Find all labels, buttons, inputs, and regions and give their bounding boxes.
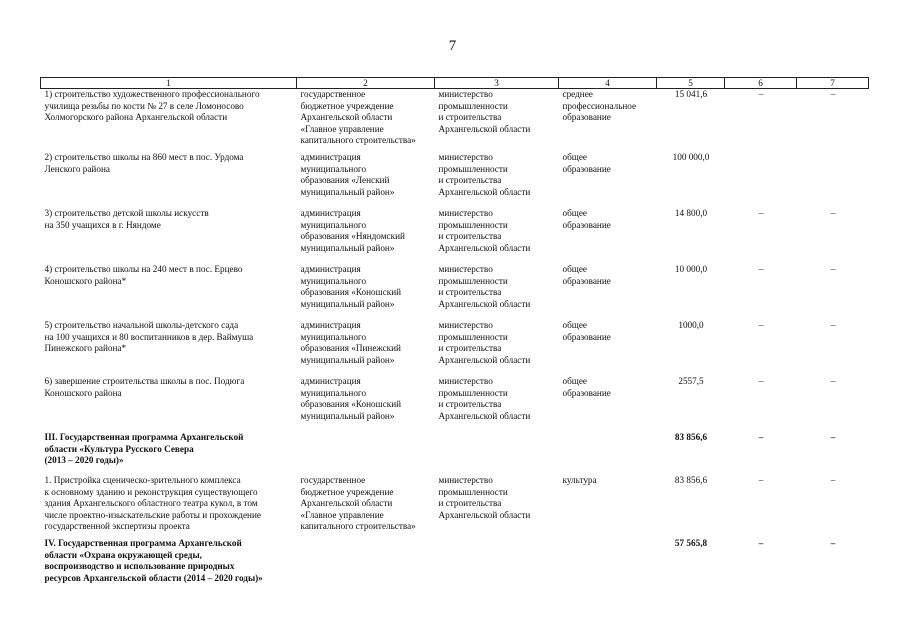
column-7-cell: – — [830, 432, 836, 442]
ministry-cell: министерство промышленности и строительства Архангельской области — [438, 89, 531, 134]
customer-cell: администрация муниципального образования «Пинежский муниципальный район» — [300, 320, 401, 365]
column-7-cell: – — [830, 538, 836, 548]
sector-cell: среднее профессиональное образование — [562, 89, 637, 123]
column-6-cell: – — [758, 264, 764, 274]
amount-cell: 2557,5 — [678, 376, 704, 386]
amount-cell: 100 000,0 — [672, 152, 710, 162]
column-header-3: 3 — [435, 78, 559, 89]
column-header-6: 6 — [725, 78, 797, 89]
amount-cell: 10 000,0 — [674, 264, 708, 274]
ministry-cell: министерство промышленности и строительства Архангельской области — [438, 208, 531, 253]
table-row — [41, 152, 869, 208]
column-7-cell: – — [830, 89, 836, 99]
column-7-cell: – — [830, 320, 836, 330]
empty-cell — [435, 432, 559, 475]
program-amount: 83 856,6 — [674, 432, 708, 442]
project-name-cell: 5) строительство начальной школы-детского сада на 100 учащихся и 80 воспитанников в дер. Ваймуша Пинежского района* — [44, 320, 254, 354]
table-row — [41, 320, 869, 376]
ministry-cell: министерство промышленности и строительства Архангельской области — [438, 320, 531, 365]
customer-cell: государственное бюджетное учреждение Архангельской области «Главное управление капитального строительства» — [300, 89, 416, 146]
column-header-1: 1 — [41, 78, 297, 89]
ministry-cell: министерство промышленности и строительства Архангельской области — [438, 376, 531, 421]
column-header-5: 5 — [657, 78, 725, 89]
project-name-cell: 6) завершение строительства школы в пос. Подюга Коношского района — [44, 376, 245, 398]
empty-cell — [559, 538, 657, 588]
column-6-cell: – — [758, 376, 764, 386]
ministry-cell: министерство промышленности и строительства Архангельской области — [438, 475, 531, 520]
column-7-cell: – — [830, 475, 836, 485]
project-name-cell: 1) строительство художественного профессионального училища резьбы по кости № 27 в селе Ломоносово Холмогорского района Архангельской области — [44, 89, 260, 123]
project-name-cell: 1. Пристройка сценическо-зрительного комплекса к основному зданию и реконструкция существующего здания Архангельского областного театра кукол, в том числе проектно-изыскательские работы и прохождение государственной экспертизы проекта — [44, 475, 261, 532]
amount-cell: 83 856,6 — [674, 475, 708, 485]
column-7-cell — [797, 152, 869, 208]
column-6-cell: – — [758, 475, 764, 485]
investment-table — [40, 77, 869, 588]
column-header-4: 4 — [559, 78, 657, 89]
column-6-cell: – — [758, 89, 764, 99]
table-row — [41, 376, 869, 432]
project-name-cell: 2) строительство школы на 860 мест в пос. Урдома Ленского района — [44, 152, 244, 174]
customer-cell: администрация муниципального образования «Няндомский муниципальный район» — [300, 208, 405, 253]
program-heading-row — [41, 432, 869, 475]
table-row — [41, 208, 869, 264]
column-7-cell: – — [830, 376, 836, 386]
empty-cell — [297, 432, 435, 475]
amount-cell: 1000,0 — [678, 320, 704, 330]
customer-cell: государственное бюджетное учреждение Архангельской области «Главное управление капитального строительства» — [300, 475, 416, 532]
sector-cell: общее образование — [562, 264, 611, 286]
column-7-cell: – — [830, 208, 836, 218]
ministry-cell: министерство промышленности и строительства Архангельской области — [438, 152, 531, 197]
ministry-cell: министерство промышленности и строительства Архангельской области — [438, 264, 531, 309]
sector-cell: общее образование — [562, 152, 611, 174]
page-number: 7 — [448, 38, 457, 54]
customer-cell: администрация муниципального образования «Коношский муниципальный район» — [300, 376, 402, 421]
column-header-2: 2 — [297, 78, 435, 89]
program-title: III. Государственная программа Архангельской области «Культура Русского Севера (2013 – 2020 годы)» — [44, 432, 244, 466]
sector-cell: культура — [562, 475, 597, 485]
sector-cell: общее образование — [562, 376, 611, 398]
table-row — [41, 89, 869, 153]
amount-cell: 15 041,6 — [674, 89, 708, 99]
sector-cell: общее образование — [562, 320, 611, 342]
program-amount: 57 565,8 — [674, 538, 708, 548]
column-6-cell: – — [758, 432, 764, 442]
column-6-cell — [725, 152, 797, 208]
column-7-cell: – — [830, 264, 836, 274]
program-heading-row — [41, 538, 869, 588]
column-header-7: 7 — [797, 78, 869, 89]
column-6-cell: – — [758, 208, 764, 218]
project-name-cell: 4) строительство школы на 240 мест в пос. Ерцево Коношского района* — [44, 264, 243, 286]
column-6-cell: – — [758, 538, 764, 548]
sector-cell: общее образование — [562, 208, 611, 230]
table-row — [41, 264, 869, 320]
customer-cell: администрация муниципального образования «Ленский муниципальный район» — [300, 152, 395, 197]
empty-cell — [559, 432, 657, 475]
empty-cell — [435, 538, 559, 588]
program-title: IV. Государственная программа Архангельской области «Охрана окружающей среды, воспроизводство и использование природных ресурсов Архангельской области (2014 – 2020 годы)» — [44, 538, 263, 583]
project-name-cell: 3) строительство детской школы искусств на 350 учащихся в г. Няндоме — [44, 208, 209, 230]
empty-cell — [297, 538, 435, 588]
amount-cell: 14 800,0 — [674, 208, 708, 218]
table-row — [41, 475, 869, 538]
column-number-header — [41, 78, 869, 89]
customer-cell: администрация муниципального образования «Коношский муниципальный район» — [300, 264, 402, 309]
column-6-cell: – — [758, 320, 764, 330]
